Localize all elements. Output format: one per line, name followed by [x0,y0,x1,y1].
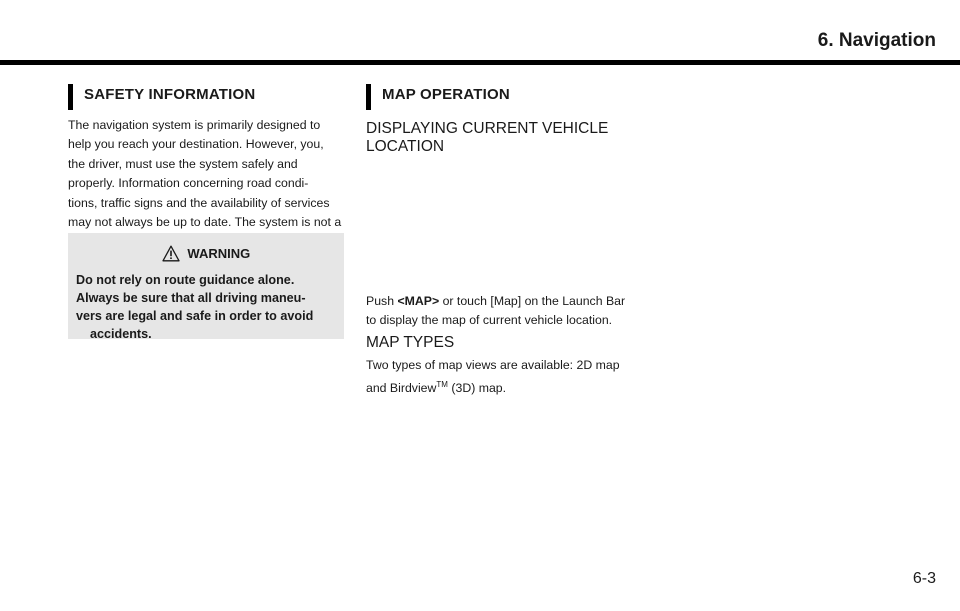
section-heading-label: MAP OPERATION [382,86,510,103]
warning-triangle-icon [162,245,180,262]
map-key-label: <MAP> [397,294,440,308]
section-heading-label: SAFETY INFORMATION [84,86,256,103]
paragraph-line [366,292,642,311]
section-heading-map-operation [366,86,510,103]
paragraph-line: help you reach your destination. However, you, [68,137,324,152]
safety-paragraph [68,116,344,252]
page-number: 6-3 [912,570,936,587]
heading-bar [366,84,371,110]
paragraph-line: tions, traffic signs and the availability of services [68,195,330,210]
map-types-paragraph [366,356,642,399]
header-rule [0,60,960,65]
paragraph-line: Two types of map views are available: 2D map [366,358,620,372]
subsection-heading-map-types: MAP TYPES [366,334,455,351]
heading-bar [68,84,73,110]
chapter-title: 6. Navigation [817,30,936,51]
section-heading-safety [68,86,255,103]
subsection-heading-line: DISPLAYING CURRENT VEHICLE [366,120,609,137]
paragraph-line: to display the map of current vehicle location. [366,313,613,328]
paragraph-line: may not always be up to date. The system is not a [68,215,342,230]
warning-line: vers are legal and safe in order to avoid [76,309,314,323]
warning-header [68,245,344,262]
text-run: or touch [Map] on the Launch Bar [439,294,626,308]
warning-line: accidents. [90,327,152,341]
warning-line: Always be sure that all driving maneu- [76,291,306,305]
subsection-heading-line: LOCATION [366,138,445,155]
paragraph-line: the driver, must use the system safely and [68,156,298,171]
current-location-paragraph [366,292,642,331]
subsection-heading-current-location [366,120,608,156]
paragraph-line: The navigation system is primarily designed to [68,118,321,132]
trademark-superscript: TM [436,380,448,390]
warning-line: Do not rely on route guidance alone. [76,273,295,287]
paragraph-line: properly. Information concerning road condi- [68,176,309,191]
text-run: (3D) map. [447,381,507,396]
text-run: and Birdview [366,381,437,396]
text-run: Push [366,294,398,308]
warning-text [76,271,338,343]
warning-title: WARNING [187,246,251,261]
warning-box [68,233,344,339]
paragraph-line [366,375,642,399]
